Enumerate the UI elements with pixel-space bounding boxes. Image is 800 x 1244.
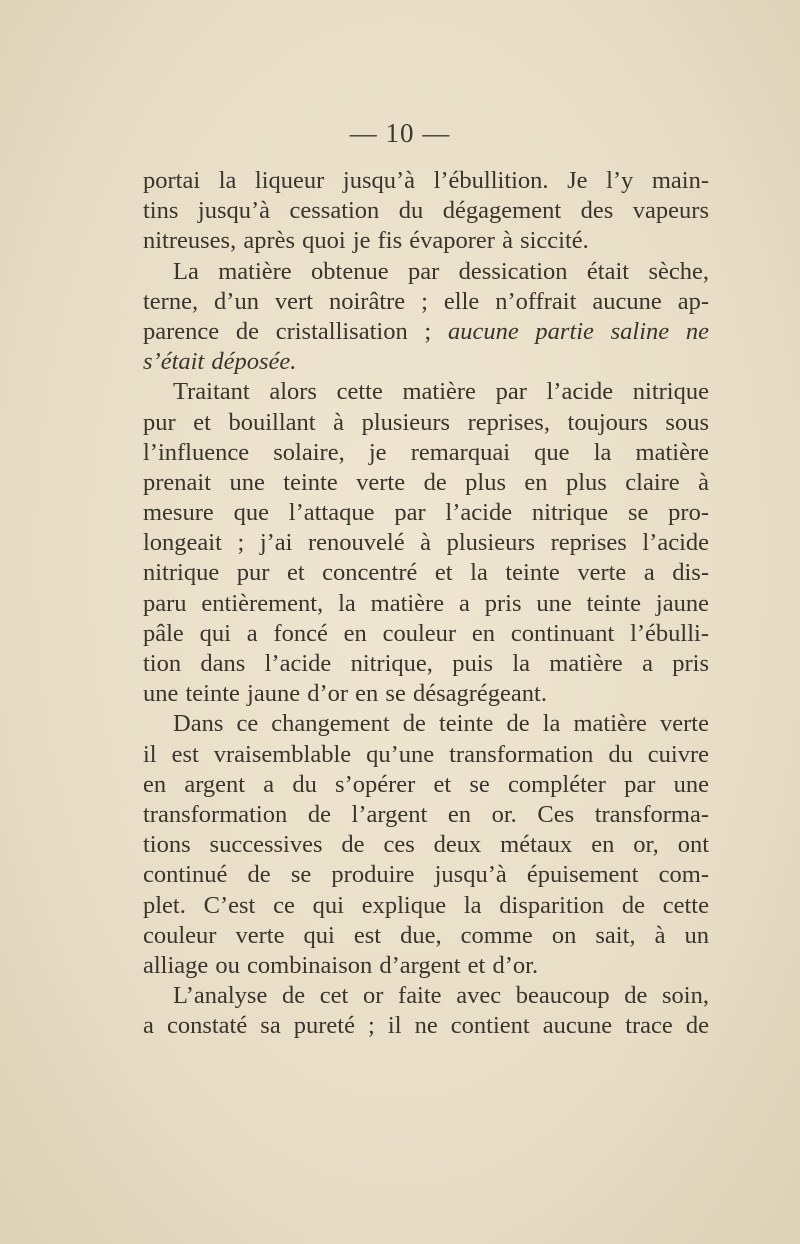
paragraph-start-line: La matière obtenue par dessication était sèche, [173, 257, 709, 285]
italic-segment: aucune partie saline ne [447, 317, 710, 345]
paragraph-start-line: L’analyse de cet or faite avec beaucoup de soin, [173, 982, 709, 1010]
text-line: il est vraisemblable qu’une transformation du cuivre [143, 740, 709, 768]
text-line: nitrique pur et concentré et la teinte verte a dis- [143, 559, 709, 587]
text-line: transformation de l’argent en or. Ces transforma- [143, 800, 709, 828]
text-line: paru entièrement, la matière a pris une teinte jaune [143, 589, 709, 617]
text-line: a constaté sa pureté ; il ne contient aucune trace de [143, 1012, 709, 1040]
text-line: en argent a du s’opérer et se compléter par une [143, 770, 709, 798]
paragraph-start-line: Traitant alors cette matière par l’acide nitrique [173, 378, 709, 406]
text-line: l’influence solaire, je remarquai que la matière [143, 438, 709, 466]
text-line: continué de se produire jusqu’à épuisement com- [143, 861, 709, 889]
text-line: tins jusqu’à cessation du dégagement des vapeurs [143, 197, 709, 225]
page-number: — 10 — [349, 118, 451, 148]
text-line: pâle qui a foncé en couleur en continuant l’ébulli- [143, 619, 709, 647]
text-line: pur et bouillant à plusieurs reprises, toujours sous [143, 408, 709, 436]
text-line: nitreuses, après quoi je fis évaporer à siccité. [143, 227, 589, 255]
body-text [143, 166, 709, 1041]
text-line: mesure que l’attaque par l’acide nitrique se pro- [143, 499, 709, 527]
text-line: longeait ; j’ai renouvelé à plusieurs reprises l’acide [143, 529, 709, 557]
text-line: couleur verte qui est due, comme on sait, à un [143, 921, 709, 949]
text-line: prenait une teinte verte de plus en plus claire à [143, 468, 709, 496]
text-line-mixed [143, 317, 709, 347]
text-line: une teinte jaune d’or en se désagrégeant. [143, 680, 547, 708]
text-line: portai la liqueur jusqu’à l’ébullition. Je l’y main- [143, 167, 709, 194]
text-line: tions successives de ces deux métaux en or, ont [143, 831, 709, 859]
text-line: terne, d’un vert noirâtre ; elle n’offrait aucune ap- [143, 287, 709, 315]
text-segment: parence de cristallisation ; [143, 317, 432, 345]
italic-line: s’était déposée. [143, 348, 297, 376]
paragraph-start-line: Dans ce changement de teinte de la matière verte [173, 710, 709, 738]
text-line: alliage ou combinaison d’argent et d’or. [143, 951, 539, 979]
text-line: plet. C’est ce qui explique la disparition de cette [143, 891, 709, 919]
text-line: tion dans l’acide nitrique, puis la matière a pris [143, 650, 709, 677]
